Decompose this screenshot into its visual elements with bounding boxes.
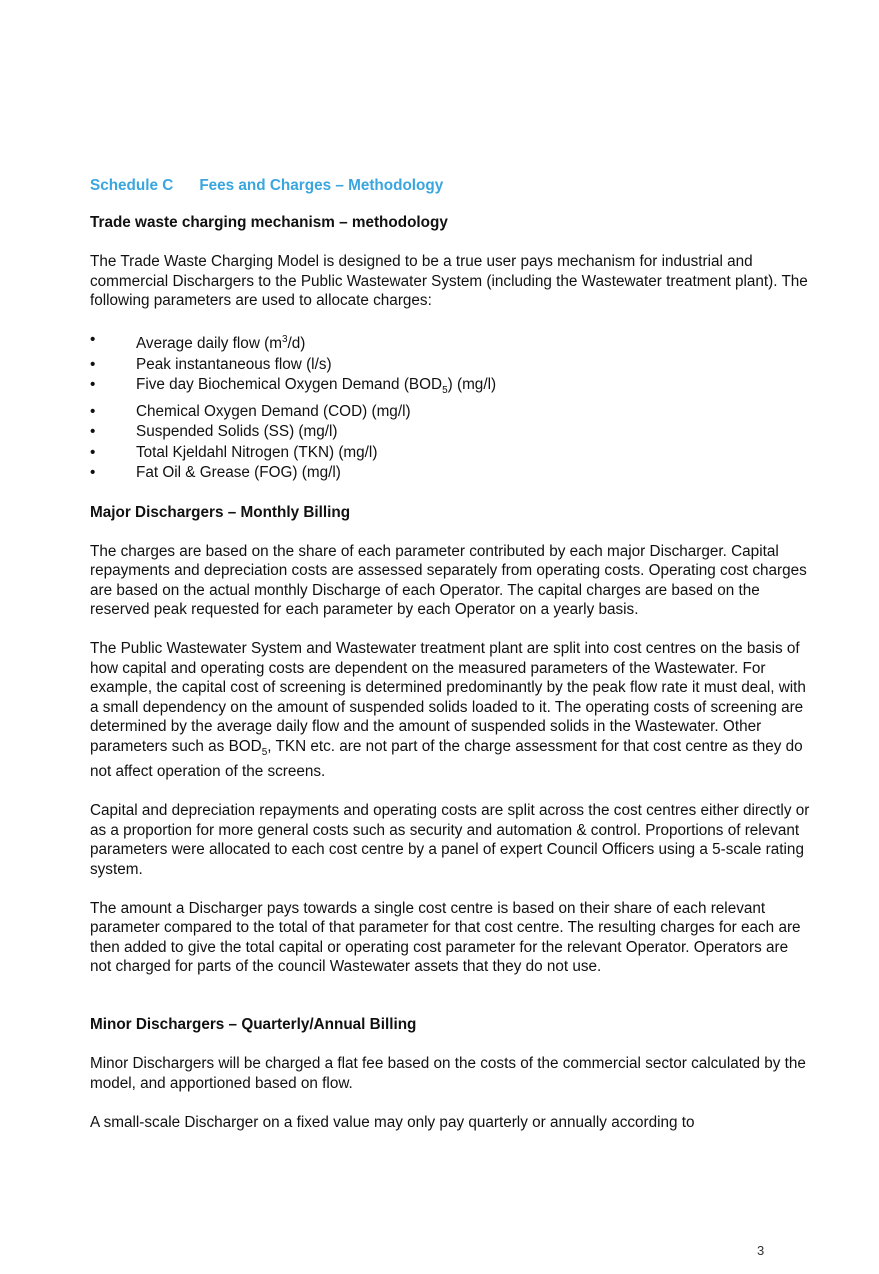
parameter-item: • Average daily flow $(m^3/d)$ (90, 331, 306, 353)
bullet-icon: • (90, 355, 96, 373)
major-paragraph-2: The Public Wastewater System and Wastewater treatment plant are split into cost centres on the basis of how capital and operating costs are dependent on the measured parameters of the Wastewater. For example, the capital cost of screening is determined predominantly by the peak flow rate it must deal, with a small dependency on the amount of suspended solids loaded to it. The operating costs of screening are determined by the average daily flow and the amount of suspended solids in the Wastewater. Other parameters such as $BOD_5$, TKN etc. are not part of the charge assessment for that cost centre as they do not affect operation of the screens. (90, 640, 806, 781)
parameter-item: • Total Kjeldahl Nitrogen (TKN) (mg/l) (90, 443, 810, 464)
bullet-icon: • (90, 464, 96, 482)
parameter-item: • Peak instantaneous flow (l/s) (90, 355, 810, 376)
parameter-list (90, 330, 810, 484)
section-heading-minor-dischargers: Minor Dischargers – Quarterly/Annual Billing (90, 1016, 417, 1034)
intro-paragraph: The Trade Waste Charging Model is designed to be a true user pays mechanism for industrial and commercial Dischargers to the Public Wastewater System (including the Wastewater treatment plant). The following parameters are used to allocate charges: (90, 253, 808, 309)
schedule-title: Fees and Charges – Methodology (199, 177, 444, 194)
minor-paragraph-1: Minor Dischargers will be charged a flat fee based on the costs of the commercial sector calculated by the model, and apportioned based on flow. (90, 1055, 806, 1092)
section-heading-methodology: Trade waste charging mechanism – methodology (90, 214, 448, 231)
bullet-icon: • (90, 423, 96, 441)
section-heading-major-dischargers: Major Dischargers – Monthly Billing (90, 503, 351, 521)
parameter-item: • Suspended Solids (SS) (mg/l) (90, 422, 810, 443)
minor-paragraph-2: A small-scale Discharger on a fixed value may only pay quarterly or annually according to (90, 1113, 695, 1131)
parameter-item: • Chemical Oxygen Demand (COD) (mg/l) (90, 402, 810, 423)
document-body (90, 176, 810, 1152)
parameter-item: • Fat Oil & Grease (FOG) (mg/l) (90, 463, 810, 484)
major-paragraph-4: The amount a Discharger pays towards a single cost centre is based on their share of each relevant parameter compared to the total of that parameter for that cost centre. The resulting charges for each are then added to give the total capital or operating cost parameter for the relevant Operator. Operators are not charged for parts of the council Wastewater assets that they do not use. (90, 899, 801, 976)
major-paragraph-3: Capital and depreciation repayments and operating costs are split across the cost centres either directly or as a proportion for more general costs such as security and automation & control. Proportions of relevant parameters were allocated to each cost centre by a panel of expert Council Officers using a 5-scale rating system. (90, 802, 810, 878)
bullet-icon: • (90, 376, 96, 394)
parameter-item: • Five day Biochemical Oxygen Demand $(BOD_5)$ (mg/l) (90, 376, 497, 397)
schedule-heading (90, 176, 810, 196)
major-paragraph-1: The charges are based on the share of each parameter contributed by each major Discharger. Capital repayments and depreciation costs are assessed separately from operating costs. Operating cost charges are based on the actual monthly Discharge of each Operator. The capital charges are based on the reserved peak requested for each parameter by each Operator on a yearly basis. (90, 542, 807, 619)
bullet-icon: • (90, 402, 96, 420)
page-number: 3 (757, 1243, 765, 1258)
schedule-label: Schedule C (90, 177, 174, 194)
bullet-icon: • (90, 331, 96, 348)
bullet-icon: • (90, 443, 96, 461)
